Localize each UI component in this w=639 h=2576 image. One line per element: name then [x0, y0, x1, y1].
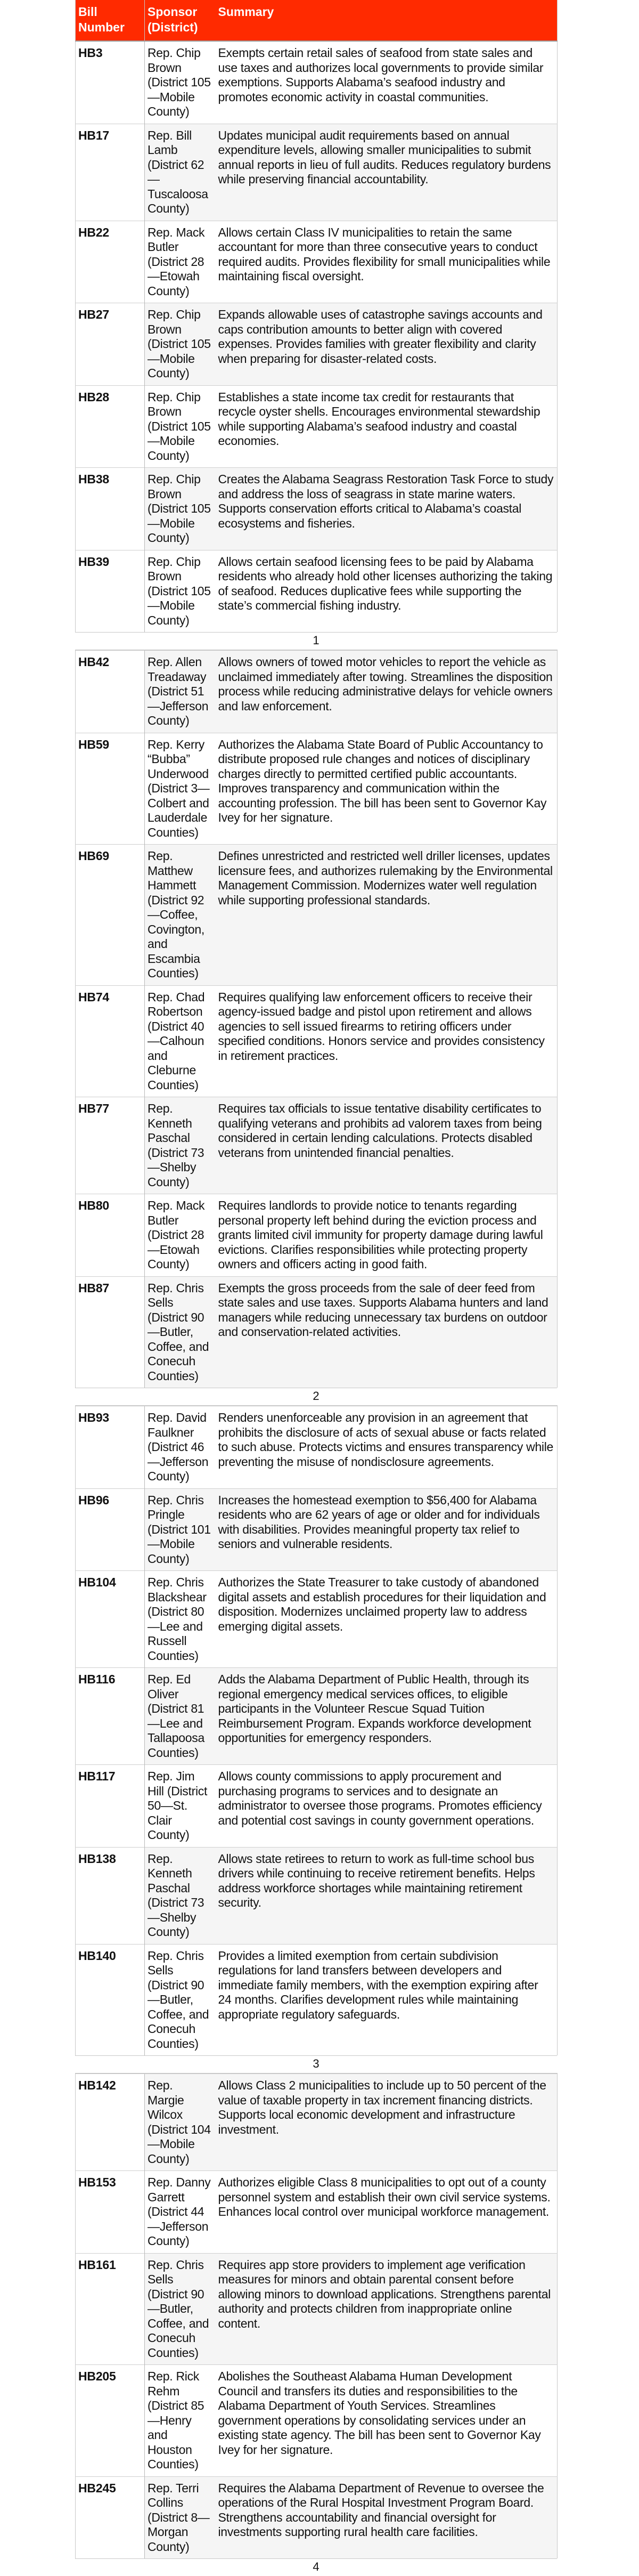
header-summary: Summary [214, 0, 558, 41]
bill-number-cell: HB59 [76, 733, 145, 845]
table-row [76, 385, 558, 468]
sponsor-cell: Rep. Kerry “Bubba” Underwood (District 3—Colbert and Lauderdale Counties) [145, 733, 214, 845]
table-row [76, 1276, 558, 1388]
page-number: 4 [75, 2558, 557, 2576]
bill-number-cell: HB3 [76, 41, 145, 124]
bills-table [75, 650, 558, 1388]
sponsor-cell: Rep. Chad Robertson (District 40—Calhoun and Cleburne Counties) [145, 985, 214, 1097]
sponsor-cell: Rep. Mack Butler (District 28—Etowah County) [145, 1194, 214, 1277]
summary-cell: Exempts certain retail sales of seafood from state sales and use taxes and authorizes local governments to provide similar exemptions. Supports Alabama’s seafood industry and promotes economic activity in coastal communities. [218, 46, 544, 104]
sponsor-cell: Rep. Margie Wilcox (District 104—Mobile County) [145, 2073, 214, 2171]
sponsor-cell: Rep. Rick Rehm (District 85—Henry and Houston Counties) [145, 2365, 214, 2477]
table-row [76, 1571, 558, 1668]
bills-table [75, 0, 558, 632]
summary-cell: Exempts the gross proceeds from the sale of deer feed from state sales and use taxes. Supports Alabama hunters and land managers while reducing unnecessary tax burdens on outdoor and conservation-related activities. [214, 1276, 558, 1388]
table-row [76, 2073, 558, 2171]
table-row [76, 303, 558, 386]
sponsor-cell: Rep. Chip Brown (District 105—Mobile County) [145, 385, 214, 468]
bill-number-cell: HB17 [76, 124, 145, 221]
sponsor-cell: Rep. Matthew Hammett (District 92—Coffee, Covington, and Escambia Counties) [145, 845, 214, 986]
table-row [76, 985, 558, 1097]
table-row [76, 845, 558, 986]
bill-number-cell: HB42 [76, 650, 145, 733]
table-row [76, 2253, 558, 2365]
summary-cell: Requires qualifying law enforcement officers to receive their agency-issued badge and pistol upon retirement and allows agencies to sell issued firearms to retiring officers under specified conditions. Honors service and provides consistency in retirement practices. [214, 985, 558, 1097]
bill-number-cell: HB117 [76, 1765, 145, 1848]
summary-cell: Establishes a state income tax credit for restaurants that recycle oyster shells. Encourages environmental stewardship while supporting Alabama’s seafood industry and coastal economies. [214, 385, 558, 468]
page-number: 3 [75, 2055, 557, 2073]
table-row [76, 1765, 558, 1848]
summary-cell: Increases the homestead exemption to $56,400 for Alabama residents who are 62 years of age or older and for individuals with disabilities. Provides meaningful property tax relief to seniors and vulnerable residents. [214, 1488, 558, 1571]
bill-number-cell: HB205 [76, 2365, 145, 2477]
bill-number-cell: HB22 [76, 221, 145, 303]
summary-cell: Authorizes the Alabama State Board of Public Accountancy to distribute proposed rule changes and notices of disciplinary charges directly to permitted certified public accountants. Improves transparency and communication within the accounting profession. The bill has been sent to Governor Kay Ivey for her signature. [214, 733, 558, 845]
bill-number-cell: HB39 [76, 550, 145, 632]
bill-number-cell: HB77 [76, 1097, 145, 1194]
table-row [76, 2171, 558, 2254]
table-row [76, 733, 558, 845]
summary-cell: Updates municipal audit requirements based on annual expenditure levels, allowing smaller municipalities to submit annual reports in lieu of full audits. Reduces regulatory burdens while preserving financial accountability. [214, 124, 558, 221]
table-row [76, 650, 558, 733]
page-3 [75, 1405, 557, 2073]
bill-number-cell: HB245 [76, 2476, 145, 2558]
summary-cell: Allows certain seafood licensing fees to be paid by Alabama residents who already hold other licenses authorizing the taking of seafood. Reduces duplicative fees while supporting the state’s commercial fishing industry. [214, 550, 558, 632]
table-body [76, 2073, 558, 2558]
sponsor-cell: Rep. Chip Brown (District 105—Mobile County) [148, 46, 211, 118]
bill-number-cell: HB38 [76, 468, 145, 550]
summary-cell: Renders unenforceable any provision in an agreement that prohibits the disclosure of acts of sexual abuse or facts related to such abuse. Protects victims and ensures transparency while preventing the misuse of nondisclosure agreements. [218, 1411, 554, 1469]
summary-cell: Expands allowable uses of catastrophe savings accounts and caps contribution amounts to better align with covered expenses. Provides families with greater flexibility and clarity when preparing for disaster-related costs. [214, 303, 558, 386]
bill-number-cell: HB74 [76, 985, 145, 1097]
bill-number-cell: HB96 [76, 1488, 145, 1571]
sponsor-cell: Rep. Ed Oliver (District 81—Lee and Tallapoosa Counties) [145, 1668, 214, 1765]
bills-table [75, 2073, 558, 2558]
sponsor-cell: Rep. Chip Brown (District 105—Mobile County) [145, 303, 214, 386]
sponsor-cell: Rep. Chris Sells (District 90—Butler, Coffee, and Conecuh Counties) [145, 1944, 214, 2055]
sponsor-cell: Rep. Chip Brown (District 105—Mobile County) [145, 468, 214, 550]
table-row [76, 1406, 558, 1488]
summary-cell: Allows county commissions to apply procurement and purchasing programs to services and to designate an administrator to oversee those programs. Promotes efficiency and potential cost savings in county government operations. [214, 1765, 558, 1848]
summary-cell: Requires landlords to provide notice to tenants regarding personal property left behind during the eviction process and grants limited civil immunity for property damage during lawful evictions. Clarifies responsibilities while protecting property owners and officers acting in good faith. [214, 1194, 558, 1277]
sponsor-cell: Rep. Chris Sells (District 90—Butler, Coffee, and Conecuh Counties) [145, 2253, 214, 2365]
bill-number-cell: HB116 [76, 1668, 145, 1765]
bill-number-cell: HB104 [76, 1571, 145, 1668]
page-number: 1 [75, 632, 557, 650]
bill-number-cell: HB153 [76, 2171, 145, 2254]
sponsor-cell: Rep. Allen Treadaway (District 51—Jefferson County) [145, 650, 214, 733]
sponsor-cell: Rep. Bill Lamb (District 62—Tuscaloosa County) [145, 124, 214, 221]
summary-cell: Requires app store providers to implement age verification measures for minors and obtain parental consent before allowing minors to download applications. Strengthens parental authority and protects children from inappropriate online content. [214, 2253, 558, 2365]
page-2 [75, 650, 557, 1405]
summary-cell: Allows state retirees to return to work as full-time school bus drivers while continuing to receive retirement benefits. Helps address workforce shortages while maintaining retirement security. [214, 1847, 558, 1944]
table-header-row [76, 0, 558, 41]
table-row [76, 2476, 558, 2558]
header-bill-number: Bill Number [76, 0, 145, 41]
sponsor-cell: Rep. David Faulkner (District 46—Jefferson County) [148, 1411, 209, 1483]
summary-cell: Requires tax officials to issue tentative disability certificates to qualifying veterans and prohibits ad valorem taxes from being considered in certain lending calculations. Protects disabled veterans from unintended financial penalties. [214, 1097, 558, 1194]
table-body [76, 650, 558, 1388]
summary-cell: Allows certain Class IV municipalities to retain the same accountant for more than three consecutive years to conduct required audits. Provides flexibility for small municipalities while maintaining fiscal oversight. [214, 221, 558, 303]
table-row [76, 41, 558, 124]
bill-number-cell: HB142 [76, 2073, 145, 2171]
table-row [76, 1668, 558, 1765]
sponsor-cell: Rep. Mack Butler (District 28—Etowah County) [145, 221, 214, 303]
sponsor-cell: Rep. Kenneth Paschal (District 73—Shelby County) [145, 1097, 214, 1194]
summary-cell: Abolishes the Southeast Alabama Human Development Council and transfers its duties and responsibilities to the Alabama Department of Youth Services. Streamlines government operations by consolidating services under an existing state agency. The bill has been sent to Governor Kay Ivey for her signature. [214, 2365, 558, 2477]
table-row [76, 2365, 558, 2477]
table-body [76, 1406, 558, 2055]
table-body [76, 41, 558, 632]
bill-number-cell: HB140 [76, 1944, 145, 2055]
bill-number-cell: HB28 [76, 385, 145, 468]
sponsor-cell: Rep. Chris Blackshear (District 80—Lee and Russell Counties) [145, 1571, 214, 1668]
page-4 [75, 2073, 557, 2576]
summary-cell: Allows owners of towed motor vehicles to report the vehicle as unclaimed immediately after towing. Streamlines the disposition process while reducing administrative delays for vehicle owners and law enforcement. [214, 650, 558, 733]
bill-number-cell: HB27 [76, 303, 145, 386]
summary-cell: Provides a limited exemption from certain subdivision regulations for land transfers between developers and immediate family members, with the exemption expiring after 24 months. Clarifies development rules while maintaining appropriate regulatory safeguards. [214, 1944, 558, 2055]
bill-number-cell: HB161 [76, 2253, 145, 2365]
sponsor-cell: Rep. Kenneth Paschal (District 73—Shelby County) [145, 1847, 214, 1944]
header-sponsor: Sponsor (District) [145, 0, 214, 41]
sponsor-cell: Rep. Chris Sells (District 90—Butler, Coffee, and Conecuh Counties) [145, 1276, 214, 1388]
summary-cell: Creates the Alabama Seagrass Restoration Task Force to study and address the loss of seagrass in state marine waters. Supports conservation efforts critical to Alabama’s coastal ecosystems and fisheries. [214, 468, 558, 550]
summary-cell: Allows Class 2 municipalities to include up to 50 percent of the value of taxable property in tax increment financing districts. Supports local economic development and infrastructure investment. [214, 2073, 558, 2171]
sponsor-cell: Rep. Chris Pringle (District 101—Mobile County) [145, 1488, 214, 1571]
summary-cell: Requires the Alabama Department of Revenue to oversee the operations of the Rural Hospital Investment Program Board. Strengthens accountability and financial oversight for investments supporting rural health care facilities. [214, 2476, 558, 2558]
sponsor-cell: Rep. Terri Collins (District 8—Morgan County) [145, 2476, 214, 2558]
bill-number-cell: HB80 [76, 1194, 145, 1277]
summary-cell: Authorizes eligible Class 8 municipalities to opt out of a county personnel system and establish their own civil service systems. Enhances local control over municipal workforce management. [214, 2171, 558, 2254]
bill-number-cell: HB138 [76, 1847, 145, 1944]
table-row [76, 468, 558, 550]
page-1 [75, 0, 557, 650]
bill-number-cell: HB93 [76, 1406, 145, 1488]
table-row [76, 1847, 558, 1944]
summary-cell: Adds the Alabama Department of Public Health, through its regional emergency medical services offices, to eligible participants in the Volunteer Rescue Squad Tuition Reimbursement Program. Expands workforce development opportunities for emergency responders. [214, 1668, 558, 1765]
sponsor-cell: Rep. Danny Garrett (District 44—Jefferson County) [145, 2171, 214, 2254]
summary-cell: Authorizes the State Treasurer to take custody of abandoned digital assets and establish procedures for their liquidation and disposition. Modernizes unclaimed property law to address emerging digital assets. [214, 1571, 558, 1668]
table-row [76, 221, 558, 303]
bill-number-cell: HB87 [76, 1276, 145, 1388]
sponsor-cell: Rep. Jim Hill (District 50—St. Clair County) [145, 1765, 214, 1848]
sponsor-cell: Rep. Chip Brown (District 105—Mobile County) [145, 550, 214, 632]
bills-table [75, 1405, 558, 2055]
bill-number-cell: HB69 [76, 845, 145, 986]
table-row [76, 1194, 558, 1277]
page-number: 2 [75, 1388, 557, 1405]
table-row [76, 1097, 558, 1194]
table-row [76, 1944, 558, 2055]
table-row [76, 124, 558, 221]
table-row [76, 1488, 558, 1571]
table-row [76, 550, 558, 632]
summary-cell: Defines unrestricted and restricted well driller licenses, updates licensure fees, and authorizes rulemaking by the Environmental Management Commission. Modernizes water well regulation while supporting professional standards. [214, 845, 558, 986]
